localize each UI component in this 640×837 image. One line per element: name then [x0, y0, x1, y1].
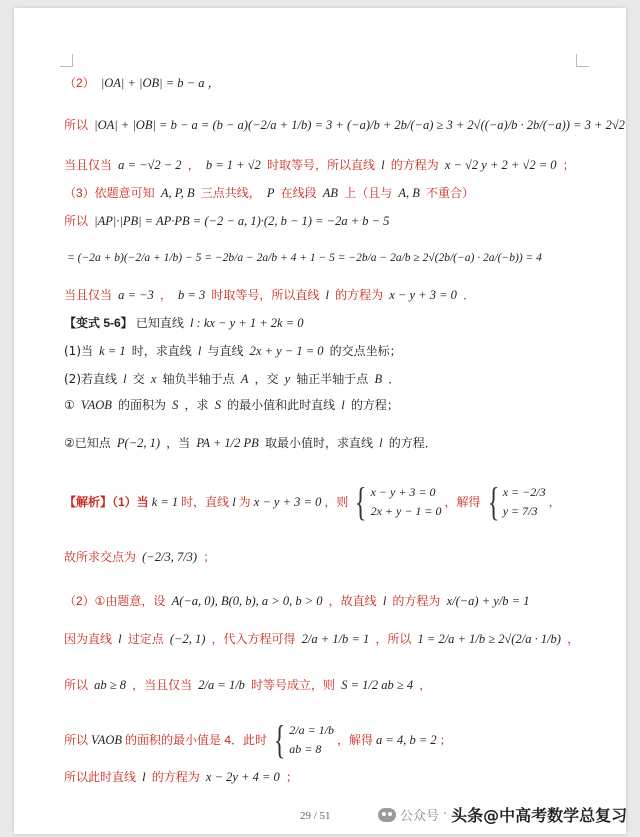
solution-part-2-1: （2）①由题意，设 A(−a, 0), B(0, b), a > 0, b > 0 ，故直线 l 的方程为 x/(−a) + y/b = 1 — [64, 594, 530, 608]
wechat-icon — [378, 808, 396, 822]
solution-min-area: 所以 VAOB 的面积的最小值是 4．此时 { 2/a = 1/b ab = 8 ，解得 a = 4, b = 2 ； — [64, 717, 452, 762]
solution-line-4: （3）依题意可知 A, P, B 三点共线， P 在线段 AB 上（且与 A, B 不重合） — [64, 186, 474, 200]
solution-line-3: 当且仅当 a = −√2 − 2 ， b = 1 + √2 时取等号，所以直线 l 的方程为 x − √2 y + 2 + √2 = 0 ； — [64, 158, 575, 172]
equation-system-2: { x = −2/3 y = 7/3 — [487, 479, 546, 524]
crop-mark-top-left — [60, 54, 73, 67]
brace: { — [487, 479, 499, 524]
solution-final-line: 所以此时直线 l 的方程为 x − 2y + 4 = 0 ； — [64, 770, 298, 784]
problem-header: 【变式 5-6】 已知直线 l : kx − y + 1 + 2k = 0 — [64, 316, 304, 330]
solution-fixed-point: 因为直线 l 过定点 (−2, 1) ，代入方程可得 2/a + 1/b = 1 ，所以 1 = 2/a + 1/b ≥ 2√(2/a · 1/b) ， — [64, 632, 580, 646]
problem-part-2-2: ②已知点 P(−2, 1) ，当 PA + 1/2 PB 取最小值时，求直线 l 的方程． — [64, 436, 437, 450]
brace: { — [273, 717, 286, 762]
solution-line-6: = (−2a + b)(−2/a + 1/b) − 5 = −2b/a − 2a/b + 4 + 1 − 5 = −2b/a − 2a/b ≥ 2√(2b/(−a) · 2a/(−b)) = 4 — [67, 252, 542, 264]
solution-line-5: 所以 |AP|·|PB| = AP·PB = (−2 − a, 1)·(2, b − 1) = −2a + b − 5 — [64, 214, 390, 228]
solution-line-7: 当且仅当 a = −3 ， b = 3 时取等号，所以直线 l 的方程为 x − y + 3 = 0 ． — [64, 288, 476, 302]
crop-mark-top-right — [576, 54, 589, 67]
solution-line-1: （2） |OA| + |OB| = b − a ， — [64, 76, 221, 90]
brace: { — [355, 479, 367, 524]
document-page — [14, 8, 626, 834]
solution-line-2: 所以 |OA| + |OB| = b − a = (b − a)(−2/a + 1/b) = 3 + (−a)/b + 2b/(−a) ≥ 3 + 2√((−a)/b · 2b/(−a)) = 3 + 2√2 — [64, 118, 625, 132]
problem-part-2-1: ① VAOB 的面积为 S ，求 S 的最小值和此时直线 l 的方程； — [64, 398, 399, 412]
solution-ab-bound: 所以 ab ≥ 8 ，当且仅当 2/a = 1/b 时等号成立，则 S = 1/2 ab ≥ 4 ， — [64, 678, 432, 692]
page-number: 29 / 51 — [300, 810, 331, 822]
solution-intersection: 故所求交点为 (−2/3, 7/3) ； — [64, 550, 216, 564]
solution-part-1: 【解析】（1）当 k = 1 时，直线 l 为 x − y + 3 = 0 ，则 { x − y + 3 = 0 2x + y − 1 = 0 ，解得 { x = −2/3 y = 7/3 ， — [64, 479, 561, 524]
watermark: 公众号 · 头条@中高考数学总复习 — [378, 803, 627, 826]
equation-system-1: { x − y + 3 = 0 2x + y − 1 = 0 — [355, 479, 442, 524]
problem-part-2: (2)若直线 l 交 x 轴负半轴于点 A ，交 y 轴正半轴于点 B ． — [64, 372, 401, 386]
problem-part-1: (1)当 k = 1 时，求直线 l 与直线 2x + y − 1 = 0 的交点坐标； — [64, 344, 402, 358]
equation-system-3: { 2/a = 1/b ab = 8 — [273, 717, 335, 762]
